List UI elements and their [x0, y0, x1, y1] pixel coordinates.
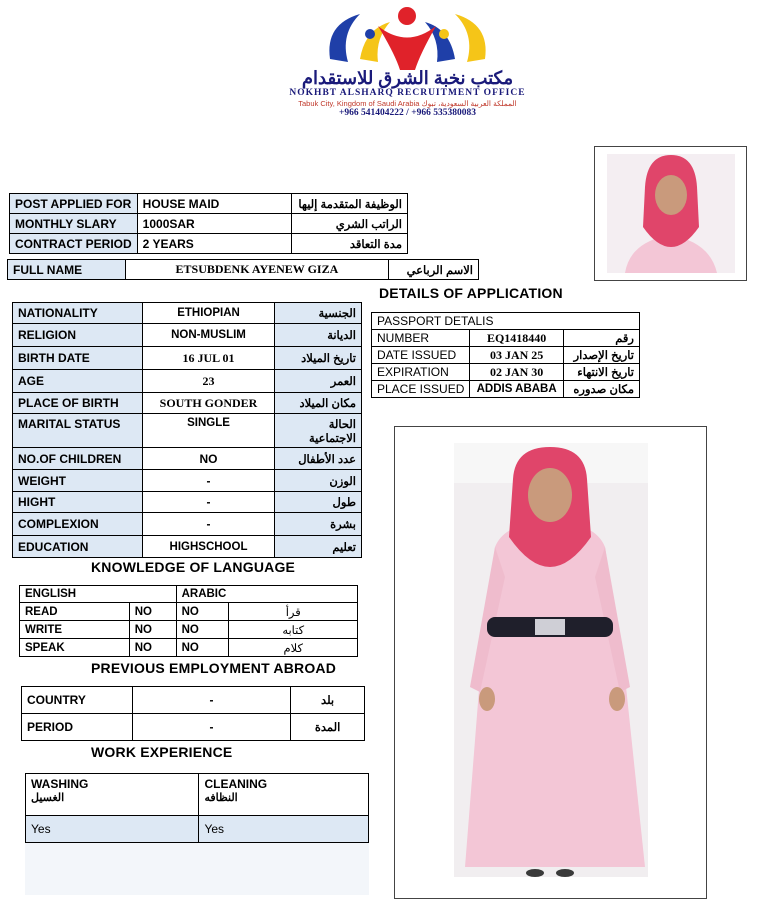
age-label: AGE: [13, 370, 143, 393]
passport-table: [371, 312, 640, 398]
job-label-arabic: مدة التعاقد: [292, 234, 408, 254]
job-value: HOUSE MAID: [137, 194, 291, 214]
table-row: [26, 816, 369, 843]
table-row: [372, 330, 640, 347]
full-name-label-arabic: الاسم الرباعي: [389, 260, 479, 280]
office-phones: +966 541404222 / +966 535380083: [339, 108, 476, 118]
job-label: CONTRACT PERIOD: [10, 234, 138, 254]
table-row: [13, 347, 362, 370]
speak-arabic-value: NO: [176, 639, 229, 657]
marital-status-value: SINGLE: [142, 414, 275, 448]
washing-value: Yes: [26, 816, 199, 843]
office-name-english: NOKHBT ALSHARQ RECRUITMENT OFFICE: [289, 88, 526, 98]
height-label-arabic: طول: [275, 492, 362, 513]
age-label-arabic: العمر: [275, 370, 362, 393]
table-row: [26, 774, 369, 816]
passport-title: PASSPORT DETALIS: [372, 313, 640, 330]
arabic-column-header: ARABIC: [176, 586, 357, 603]
experience-heading: WORK EXPERIENCE: [91, 744, 233, 760]
table-row: [13, 470, 362, 492]
job-label-arabic: الراتب الشري: [292, 214, 408, 234]
weight-value: -: [142, 470, 275, 492]
table-row: [20, 621, 358, 639]
full-name-table: [7, 259, 479, 280]
birth-date-label: BIRTH DATE: [13, 347, 143, 370]
table-row: [13, 393, 362, 414]
table-row: [13, 370, 362, 393]
nationality-label-arabic: الجنسية: [275, 303, 362, 324]
table-row: [372, 364, 640, 381]
job-label: POST APPLIED FOR: [10, 194, 138, 214]
cleaning-label: CLEANING: [204, 777, 268, 791]
logo-emblem-icon: [320, 4, 495, 74]
marital-status-label-arabic: الحالة الاجتماعية: [275, 414, 362, 448]
experience-table: [25, 773, 369, 843]
place-issued-label-arabic: مكان صدوره: [563, 381, 639, 398]
age-value: 23: [142, 370, 275, 393]
job-row: [10, 214, 408, 234]
personal-details-table: [12, 302, 362, 558]
complexion-label-arabic: بشرة: [275, 513, 362, 536]
washing-label-arabic: الغسيل: [31, 792, 65, 804]
write-label: WRITE: [20, 621, 130, 639]
birth-date-label-arabic: تاريخ الميلاد: [275, 347, 362, 370]
details-heading: DETAILS OF APPLICATION: [379, 285, 563, 301]
table-row: [22, 714, 365, 741]
speak-english-value: NO: [129, 639, 176, 657]
weight-label: WEIGHT: [13, 470, 143, 492]
place-issued-label: PLACE ISSUED: [372, 381, 470, 398]
language-table: [19, 585, 358, 657]
bottom-shading: [25, 843, 369, 895]
children-value: NO: [142, 448, 275, 470]
language-heading: KNOWLEDGE OF LANGUAGE: [91, 559, 296, 575]
place-of-birth-label-arabic: مكان الميلاد: [275, 393, 362, 414]
passport-number-label-arabic: رقم: [563, 330, 639, 347]
passport-number-value: EQ1418440: [470, 330, 564, 347]
job-label: MONTHLY SLARY: [10, 214, 138, 234]
date-issued-value: 03 JAN 25: [470, 347, 564, 364]
job-row: [10, 194, 408, 214]
children-label-arabic: عدد الأطفال: [275, 448, 362, 470]
table-row: [372, 381, 640, 398]
religion-label: RELIGION: [13, 324, 143, 347]
complexion-label: COMPLEXION: [13, 513, 143, 536]
table-row: [372, 347, 640, 364]
weight-label-arabic: الوزن: [275, 470, 362, 492]
read-arabic-value: NO: [176, 603, 229, 621]
table-row: [13, 414, 362, 448]
office-logo: [250, 4, 565, 116]
job-label-arabic: الوظيفة المتقدمة إليها: [292, 194, 408, 214]
table-row: [20, 603, 358, 621]
table-row: [13, 448, 362, 470]
place-of-birth-value: SOUTH GONDER: [142, 393, 275, 414]
country-label-arabic: بلد: [291, 687, 365, 714]
speak-label-arabic: كلام: [229, 639, 358, 657]
period-label-arabic: المدة: [291, 714, 365, 741]
birth-date-value: 16 JUL 01: [142, 347, 275, 370]
period-value: -: [132, 714, 290, 741]
table-row: [22, 687, 365, 714]
table-row: [13, 303, 362, 324]
cleaning-label-arabic: النظافه: [204, 792, 238, 804]
education-label-arabic: تعليم: [275, 536, 362, 558]
period-label: PERIOD: [22, 714, 133, 741]
education-value: HIGHSCHOOL: [142, 536, 275, 558]
job-value: 1000SAR: [137, 214, 291, 234]
religion-value: NON-MUSLIM: [142, 324, 275, 347]
job-row: [10, 234, 408, 254]
write-label-arabic: كتابه: [229, 621, 358, 639]
table-row: [13, 536, 362, 558]
employment-heading: PREVIOUS EMPLOYMENT ABROAD: [91, 660, 337, 676]
place-issued-value: ADDIS ABABA: [470, 381, 564, 398]
read-english-value: NO: [129, 603, 176, 621]
place-of-birth-label: PLACE OF BIRTH: [13, 393, 143, 414]
full-name-label: FULL NAME: [8, 260, 126, 280]
write-english-value: NO: [129, 621, 176, 639]
cleaning-label-cell: [199, 774, 369, 816]
office-city: Tabuk City, Kingdom of Saudi Arabia المملكة العربية السعودية، تبوك: [298, 99, 517, 108]
employment-table: [21, 686, 365, 741]
country-label: COUNTRY: [22, 687, 133, 714]
table-row: [13, 492, 362, 513]
read-label: READ: [20, 603, 130, 621]
write-arabic-value: NO: [176, 621, 229, 639]
passport-number-label: NUMBER: [372, 330, 470, 347]
speak-label: SPEAK: [20, 639, 130, 657]
english-column-header: ENGLISH: [20, 586, 177, 603]
cleaning-value: Yes: [199, 816, 369, 843]
date-issued-label: DATE ISSUED: [372, 347, 470, 364]
height-value: -: [142, 492, 275, 513]
washing-label: WASHING: [31, 777, 89, 791]
job-value: 2 YEARS: [137, 234, 291, 254]
nationality-label: NATIONALITY: [13, 303, 143, 324]
table-row: [13, 324, 362, 347]
job-table: [9, 193, 408, 254]
washing-label-cell: [26, 774, 199, 816]
expiration-label: EXPIRATION: [372, 364, 470, 381]
table-row: [13, 513, 362, 536]
read-label-arabic: قرأ: [229, 603, 358, 621]
office-name-arabic: مكتب نخبة الشرق للاستقدام: [301, 68, 514, 88]
table-row: [20, 639, 358, 657]
applicant-full-photo: [394, 426, 707, 899]
date-issued-label-arabic: تاريخ الإصدار: [563, 347, 639, 364]
complexion-value: -: [142, 513, 275, 536]
nationality-value: ETHIOPIAN: [142, 303, 275, 324]
full-name-value: ETSUBDENK AYENEW GIZA: [125, 260, 388, 280]
country-value: -: [132, 687, 290, 714]
children-label: NO.OF CHILDREN: [13, 448, 143, 470]
expiration-label-arabic: تاريخ الانتهاء: [563, 364, 639, 381]
expiration-value: 02 JAN 30: [470, 364, 564, 381]
applicant-portrait-photo: [594, 146, 747, 281]
education-label: EDUCATION: [13, 536, 143, 558]
marital-status-label: MARITAL STATUS: [13, 414, 143, 448]
religion-label-arabic: الديانة: [275, 324, 362, 347]
height-label: HIGHT: [13, 492, 143, 513]
